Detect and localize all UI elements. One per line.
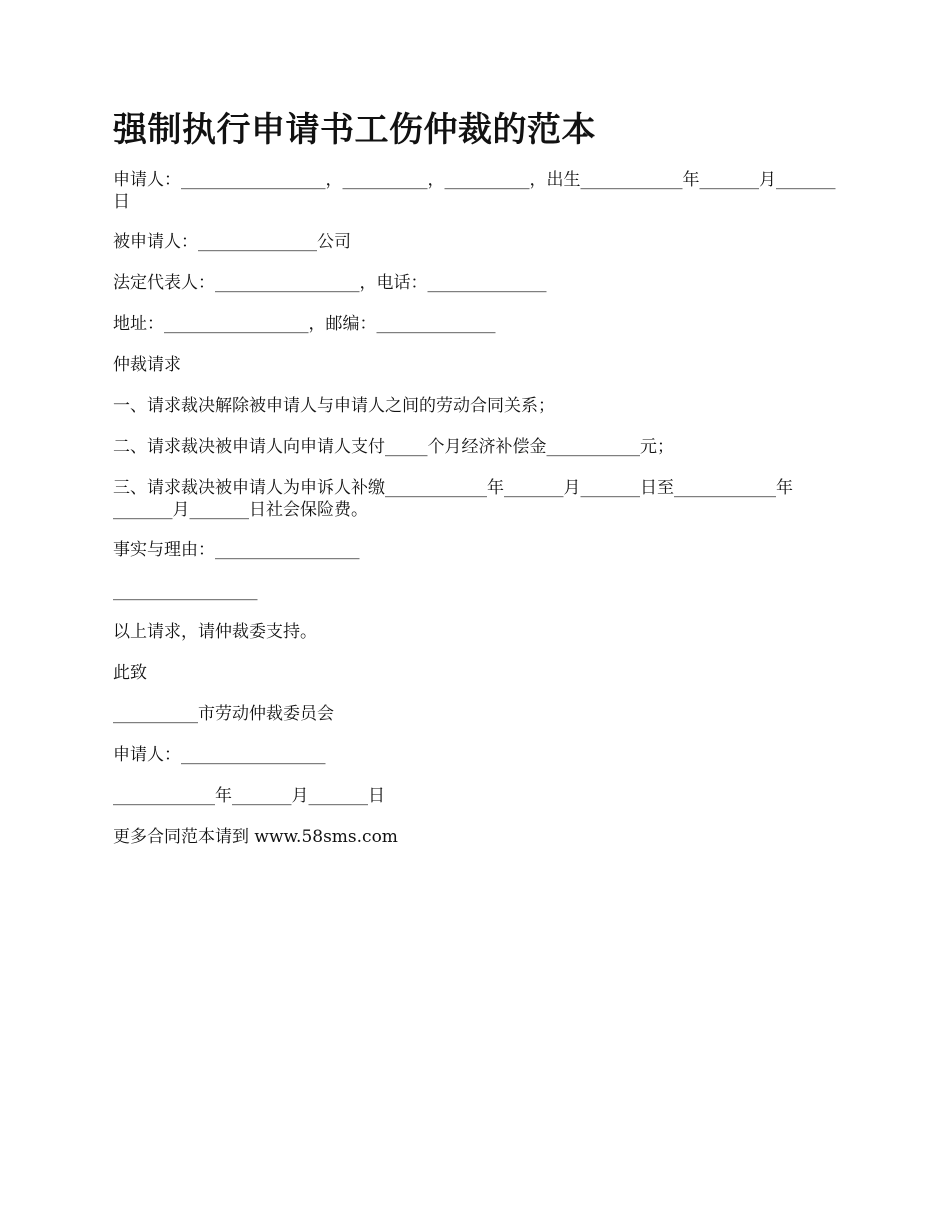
document-page [113, 110, 843, 867]
closing-request-line: 以上请求，请仲裁委支持。 [113, 621, 317, 642]
facts-continuation-line: _________________ [113, 580, 258, 601]
section-heading-requests: 仲裁请求 [113, 354, 181, 375]
recipient-committee-line: __________市劳动仲裁委员会 [113, 703, 334, 724]
request-item-1: 一、请求裁决解除被申请人与申请人之间的劳动合同关系； [113, 395, 555, 416]
request-item-2: 二、请求裁决被申请人向申请人支付_____个月经济补偿金___________元； [113, 436, 674, 457]
document-title: 强制执行申请书工伤仲裁的范本 [113, 110, 596, 150]
applicant-info-line: 申请人：_________________，__________，__________，出生____________年_______月_______日 [113, 169, 836, 212]
signature-applicant-line: 申请人：_________________ [113, 744, 326, 765]
request-item-3: 三、请求裁决被申请人为申诉人补缴____________年_______月_______日至____________年_______月_______日社会保险费。 [113, 477, 793, 520]
footer-more-templates-line: 更多合同范本请到 www.58sms.com [113, 826, 398, 847]
signature-date-line: ____________年_______月_______日 [113, 785, 385, 806]
address-line: 地址：_________________，邮编：______________ [113, 313, 496, 334]
salutation-line: 此致 [113, 662, 147, 683]
respondent-line: 被申请人：______________公司 [113, 231, 351, 252]
legal-representative-line: 法定代表人：_________________，电话：______________ [113, 272, 547, 293]
facts-and-reasons-line: 事实与理由：_________________ [113, 539, 360, 560]
